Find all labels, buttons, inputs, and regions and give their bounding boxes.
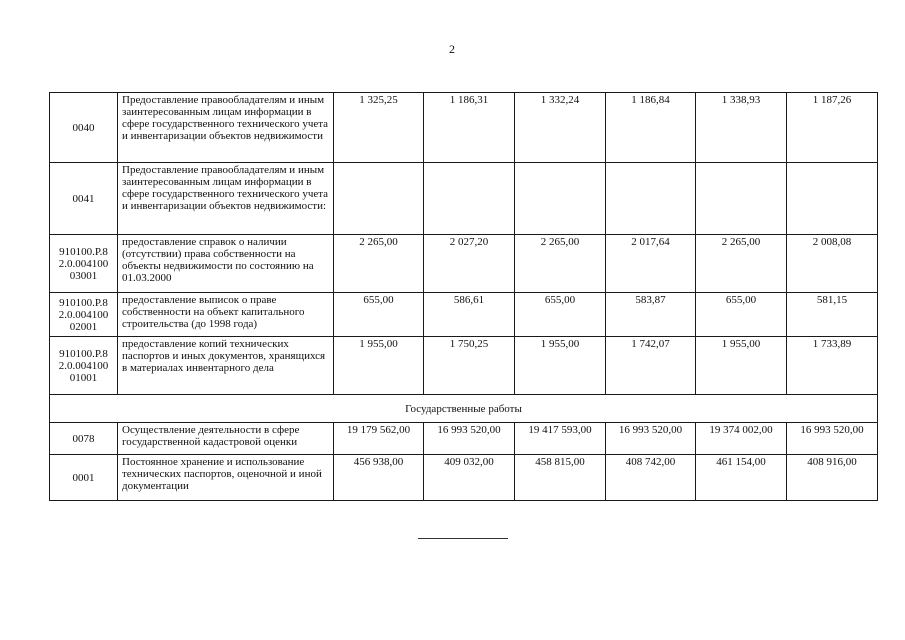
value-cell <box>334 163 424 235</box>
table-row <box>50 235 878 293</box>
service-description: Предоставление правообладателям и иным заинтересованным лицам информации в сфере государственного технического учета и инвентаризации объектов недвижимости <box>118 93 334 163</box>
service-description: предоставление копий технических паспортов и иных документов, хранящихся в материалах инвентарного дела <box>118 337 334 395</box>
value-cell <box>787 163 878 235</box>
value-cell: 581,15 <box>787 293 878 337</box>
value-cell: 409 032,00 <box>424 455 515 501</box>
value-cell: 1 955,00 <box>334 337 424 395</box>
service-description: предоставление выписок о праве собственности на объект капитального строительства (до 1998 года) <box>118 293 334 337</box>
value-cell <box>606 163 696 235</box>
table-row <box>50 93 878 163</box>
value-cell: 1 325,25 <box>334 93 424 163</box>
value-cell: 458 815,00 <box>515 455 606 501</box>
value-cell: 2 265,00 <box>696 235 787 293</box>
value-cell: 1 742,07 <box>606 337 696 395</box>
value-cell: 16 993 520,00 <box>606 423 696 455</box>
value-cell: 456 938,00 <box>334 455 424 501</box>
value-cell: 461 154,00 <box>696 455 787 501</box>
value-cell: 16 993 520,00 <box>787 423 878 455</box>
service-code: 0040 <box>50 93 118 163</box>
footer-divider <box>418 538 508 539</box>
table-row <box>50 163 878 235</box>
value-cell: 2 008,08 <box>787 235 878 293</box>
value-cell: 583,87 <box>606 293 696 337</box>
value-cell: 2 017,64 <box>606 235 696 293</box>
value-cell: 1 733,89 <box>787 337 878 395</box>
table-row <box>50 337 878 395</box>
value-cell: 1 955,00 <box>515 337 606 395</box>
section-header-row <box>50 395 878 423</box>
value-cell: 1 186,31 <box>424 93 515 163</box>
work-description: Осуществление деятельности в сфере государственной кадастровой оценки <box>118 423 334 455</box>
section-title: Государственные работы <box>50 395 878 423</box>
value-cell <box>424 163 515 235</box>
value-cell <box>696 163 787 235</box>
value-cell: 408 916,00 <box>787 455 878 501</box>
value-cell: 2 265,00 <box>334 235 424 293</box>
page-number: 2 <box>449 42 455 56</box>
value-cell: 16 993 520,00 <box>424 423 515 455</box>
value-cell: 1 187,26 <box>787 93 878 163</box>
value-cell <box>515 163 606 235</box>
value-cell: 655,00 <box>334 293 424 337</box>
service-description: предоставление справок о наличии (отсутствии) права собственности на объекты недвижимости по состоянию на 01.03.2000 <box>118 235 334 293</box>
value-cell: 586,61 <box>424 293 515 337</box>
table-row <box>50 455 878 501</box>
value-cell: 1 338,93 <box>696 93 787 163</box>
value-cell: 408 742,00 <box>606 455 696 501</box>
value-cell: 1 332,24 <box>515 93 606 163</box>
table-row <box>50 423 878 455</box>
table-row <box>50 293 878 337</box>
service-code: 910100.Р.8 2.0.004100 02001 <box>50 293 118 337</box>
value-cell: 19 179 562,00 <box>334 423 424 455</box>
value-cell: 1 186,84 <box>606 93 696 163</box>
service-code: 910100.Р.8 2.0.004100 01001 <box>50 337 118 395</box>
work-code: 0078 <box>50 423 118 455</box>
work-description: Постоянное хранение и использование технических паспортов, оценочной и иной документации <box>118 455 334 501</box>
service-code: 910100.Р.8 2.0.004100 03001 <box>50 235 118 293</box>
value-cell: 19 374 002,00 <box>696 423 787 455</box>
service-code: 0041 <box>50 163 118 235</box>
value-cell: 2 265,00 <box>515 235 606 293</box>
value-cell: 2 027,20 <box>424 235 515 293</box>
value-cell: 655,00 <box>696 293 787 337</box>
value-cell: 1 955,00 <box>696 337 787 395</box>
value-cell: 1 750,25 <box>424 337 515 395</box>
value-cell: 19 417 593,00 <box>515 423 606 455</box>
service-description: Предоставление правообладателям и иным заинтересованным лицам информации в сфере государственного технического учета и инвентаризации объектов недвижимости: <box>118 163 334 235</box>
tariff-table <box>49 92 878 501</box>
value-cell: 655,00 <box>515 293 606 337</box>
work-code: 0001 <box>50 455 118 501</box>
